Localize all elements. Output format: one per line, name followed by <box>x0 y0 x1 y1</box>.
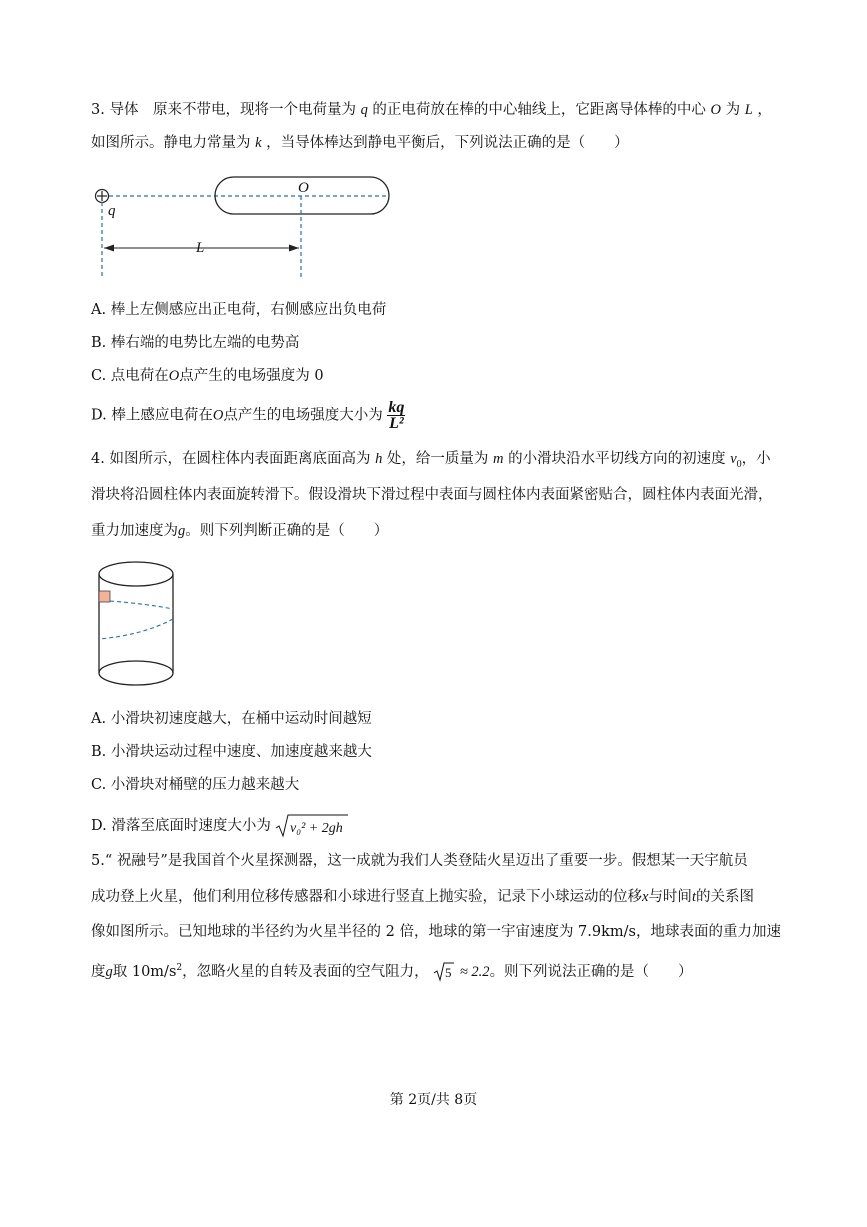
q5-stem-line-2: 成功登上火星，他们利用位移传感器和小球进行竖直上抛实验，记录下小球运动的位移x与时间t的关系图 <box>91 889 754 905</box>
trajectory-lower <box>99 619 173 639</box>
q4-option-b: B. 小滑块运动过程中速度、加速度越来越大 <box>91 744 372 760</box>
q3-symbol-O: O <box>710 102 722 118</box>
q3-option-b: B. 棒右端的电势比左端的电势高 <box>91 335 300 351</box>
cylinder-bottom-back <box>99 661 173 673</box>
q4-stem-line-2: 滑块将沿圆柱体内表面旋转滑下。假设滑块下滑过程中表面与圆柱体内表面紧密贴合，圆柱体内表面光滑， <box>91 487 773 503</box>
q4-option-a: A. 小滑块初速度越大，在桶中运动时间越短 <box>91 711 372 727</box>
q4-cylinder-figure <box>93 557 183 691</box>
svg-text:v₀² + 2gh: v₀² + 2gh <box>290 821 344 836</box>
q3-text: 的正电荷放在棒的中心轴线上，它距离导体棒的中心 <box>372 102 706 118</box>
q3-text: ， <box>757 102 772 118</box>
cylinder-top <box>99 562 173 586</box>
q3-symbol-O: O <box>212 407 224 424</box>
q3-text: ，当导体棒达到静电平衡后，下列说法正确的是（ ） <box>266 135 629 151</box>
q3-symbol-L: L <box>744 102 753 118</box>
q3-symbol-O: O <box>168 368 180 384</box>
q3-symbol-q: q <box>360 102 368 118</box>
q5-symbol-g: g <box>105 963 113 980</box>
q4-symbol-g: g <box>178 523 186 539</box>
sqrt-expression <box>275 813 349 839</box>
q3-option-a: A. 棒上左侧感应出正电荷，右侧感应出负电荷 <box>91 302 387 318</box>
cylinder-bottom-front <box>99 673 173 685</box>
q3-option-d: D. 棒上感应电荷在O点产生的电场强度大小为 $\frac{kq}{\text{L²}}$ <box>91 399 405 432</box>
q3-stem-line-2 <box>91 133 629 153</box>
q5-symbol-t: t <box>691 889 696 905</box>
charge-label: q <box>108 203 116 219</box>
q4-symbol-v0: v <box>730 451 737 467</box>
trajectory-upper <box>110 601 173 609</box>
page-footer: 第 2页/共 8页 <box>389 1092 478 1108</box>
q3-text: 如图所示。静电力常量为 <box>91 135 251 151</box>
q5-symbol-x: x <box>642 889 649 905</box>
q5-stem-line-3: 像如图所示。已知地球的半径约为火星半径的 2 倍，地球的第一宇宙速度为 7.9km/s，地球表面的重力加速 <box>91 924 781 940</box>
q5-stem-line-4: 度g取 $10m/s^2$，忽略火星的自转及表面的空气阻力， 5 ≈ 2.2。则下列说法正确的是（ ） <box>91 958 693 983</box>
q4-symbol-h: h <box>375 451 383 467</box>
q3-text: 为 <box>725 102 741 118</box>
q4-option-c: C. 小滑块对桶壁的压力越来越大 <box>91 777 300 793</box>
q3-text: 3. 导体 原来不带电，现将一个电荷量为 <box>91 102 356 118</box>
kq-over-l-squared-fraction: $\frac{kq}{\text{L²}}$ <box>388 399 405 432</box>
center-label: O <box>298 180 309 196</box>
q3-rod-figure <box>88 170 398 280</box>
q3-option-c: C. 点电荷在O点产生的电场强度为 0 <box>91 368 324 384</box>
q4-stem-line-3: 重力加速度为g。则下列判断正确的是（ ） <box>91 523 389 539</box>
q4-symbol-m: m <box>493 451 504 467</box>
q4-option-d: D. 滑落至底面时速度大小为 v₀² + 2gh <box>91 813 349 839</box>
q3-stem-line-1 <box>91 100 772 120</box>
q3-symbol-k: k <box>255 135 262 151</box>
q5-stem-line-1: 5.“ 祝融号”是我国首个火星探测器，这一成就为我们人类登陆火星迈出了重要一步。假想某一天宇航员 <box>91 853 748 869</box>
sqrt-five <box>433 961 455 983</box>
distance-label: L <box>196 240 205 256</box>
q4-stem-line-1: 4. 如图所示，在圆柱体内表面距离底面高为 h 处，给一质量为 m 的小滑块沿水平切线方向的初速度 $v_0$，小 <box>91 451 771 470</box>
svg-text:5: 5 <box>445 964 452 980</box>
slider-block <box>99 591 110 602</box>
